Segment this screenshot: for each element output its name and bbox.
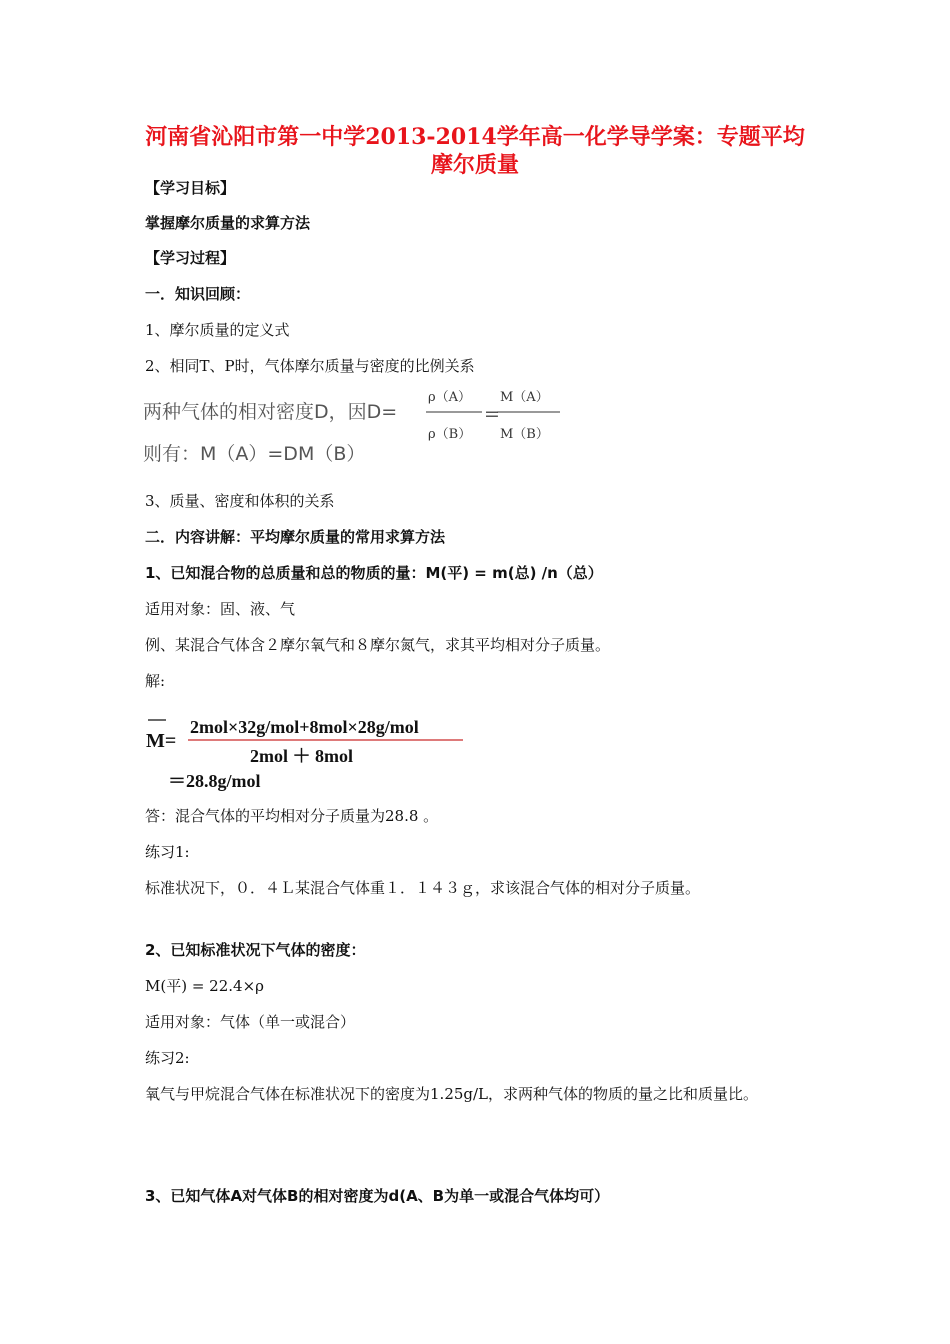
section-process-heading: 【学习过程】 [145, 249, 236, 267]
title-line-2: 摩尔质量 [430, 152, 519, 178]
review-item-1: 1、摩尔质量的定义式 [145, 321, 290, 339]
exercise1-label: 练习1: [145, 843, 190, 861]
method2-formula: M(平) = 22.4×ρ [145, 977, 264, 995]
density-frac2-num: M（A） [500, 390, 549, 405]
density-formula-prefix: 两种气体的相对密度D，因D= [143, 401, 398, 423]
review-item-3: 3、质量、密度和体积的关系 [145, 492, 335, 510]
review-item-2: 2、相同T、P时，气体摩尔质量与密度的比例关系 [145, 357, 475, 375]
method1-example: 例、某混合气体含２摩尔氧气和８摩尔氮气，求其平均相对分子质量。 [145, 636, 611, 654]
method1-solution-label: 解: [145, 672, 166, 690]
title-line-1: 河南省沁阳市第一中学2013-2014学年高一化学导学案：专题平均 [145, 124, 805, 150]
exercise2-label: 练习2: [145, 1049, 190, 1067]
section-goal-heading: 【学习目标】 [145, 179, 236, 197]
method1-scope: 适用对象：固、液、气 [145, 600, 296, 618]
method3-heading: 3、已知气体A对气体B的相对密度为d(A、B为单一或混合气体均可） [145, 1187, 610, 1205]
calc-denominator: 2mol ＋ 8mol [250, 746, 353, 766]
density-formula-result: 则有：M（A）=DM（B） [143, 443, 366, 465]
density-ratio-formula [140, 382, 580, 472]
calc-numerator: 2mol×32g/mol+8mol×28g/mol [190, 717, 419, 737]
part2-heading: 二．内容讲解：平均摩尔质量的常用求算方法 [145, 528, 446, 546]
exercise1-text: 标准状况下，０．４Ｌ某混合气体重１．１４３ｇ，求该混合气体的相对分子质量。 [145, 879, 701, 897]
method1-answer: 答：混合气体的平均相对分子质量为28.8 。 [145, 807, 439, 825]
density-frac1-den: ρ（B） [428, 427, 472, 442]
part1-heading: 一．知识回顾： [145, 285, 251, 303]
exercise2-text: 氧气与甲烷混合气体在标准状况下的密度为1.25g/L，求两种气体的物质的量之比和质量比。 [145, 1085, 759, 1103]
document-title [140, 123, 810, 179]
calc-lhs: M= [146, 730, 177, 752]
method1-heading: 1、已知混合物的总质量和总的物质的量：M(平) = m(总) /n（总） [145, 564, 603, 582]
density-frac2-den: M（B） [500, 427, 549, 442]
calc-result: ＝28.8g/mol [168, 771, 261, 791]
density-frac1-num: ρ（A） [428, 390, 472, 405]
average-molar-mass-calculation [140, 705, 480, 795]
density-formula-equals: = [484, 403, 500, 425]
method2-heading: 2、已知标准状况下气体的密度： [145, 941, 366, 959]
method2-scope: 适用对象：气体（单一或混合） [145, 1013, 356, 1031]
goal-text: 掌握摩尔质量的求算方法 [145, 214, 311, 232]
